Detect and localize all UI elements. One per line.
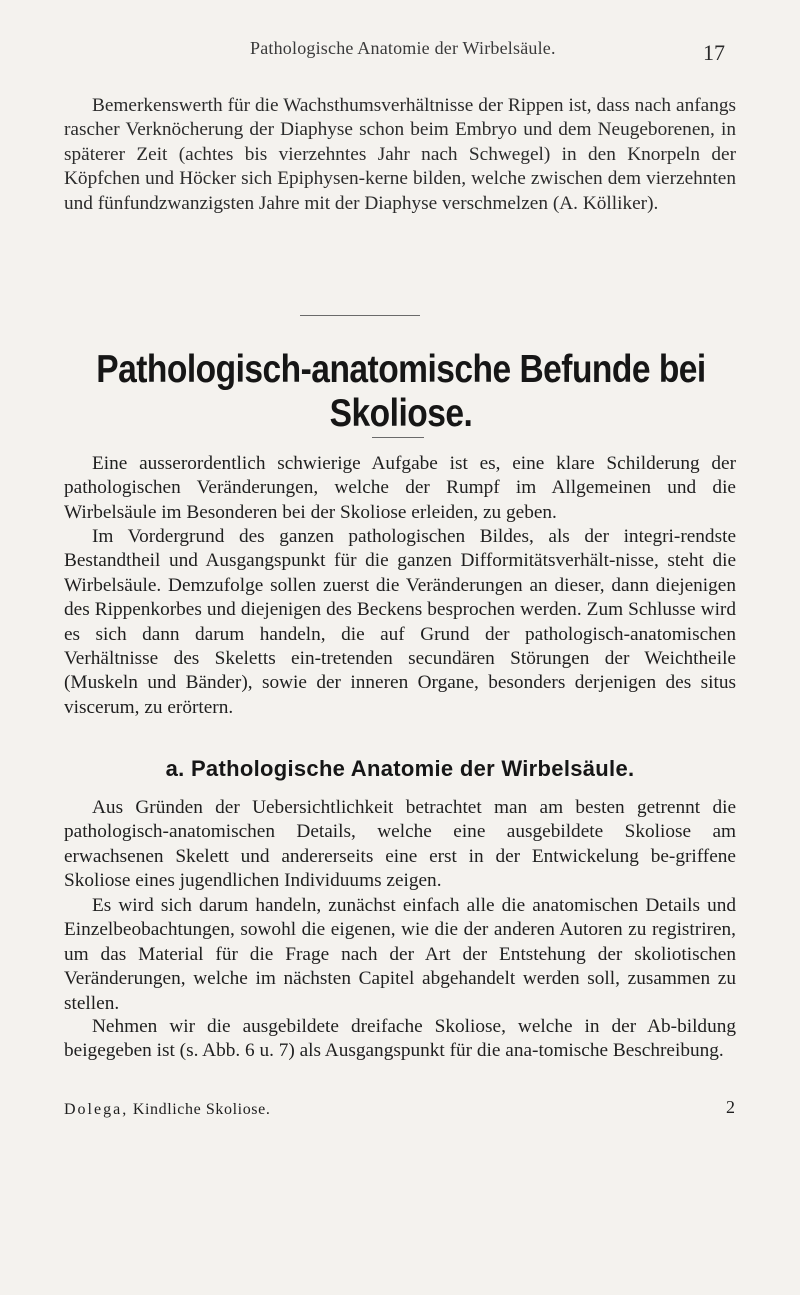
running-title: Pathologische Anatomie der Wirbelsäule. — [250, 38, 556, 58]
signature-mark: 2 — [726, 1097, 735, 1117]
body-paragraph: Nehmen wir die ausgebildete dreifache Skoliose, welche in der Ab-bildung beigegeben ist (s. Abb. 6 u. 7) als Ausgangspunkt für die ana-tomische Beschreibung. — [64, 1016, 736, 1062]
page-footer — [0, 1097, 800, 1125]
running-head — [0, 38, 800, 66]
footer-source — [64, 1101, 270, 1119]
body-paragraph: Aus Gründen der Uebersichtlichkeit betrachtet man am besten getrennt die pathologisch-anatomischen Details, welche eine ausgebildete Skoliose am erwachsenen Skelett und andererseits eine erst in der Entwickelung be-griffene Skoliose eines jugendlichen Individuums zeigen. — [64, 797, 736, 892]
divider-rule — [300, 315, 420, 316]
section-heading: a. Pathologische Anatomie der Wirbelsäule. — [165, 756, 635, 781]
footer-author: Dolega, — [64, 1101, 129, 1118]
intro-paragraph: Bemerkenswerth für die Wachsthumsverhältnisse der Rippen ist, dass nach anfangs rascher Verknöcherung der Diaphyse schon beim Embryo und dem Neugeborenen, in späterer Zeit (achtes bis vierzehntes Jahr nach Schwegel) in den Knorpeln der Köpfchen und Höcker sich Epiphysen-kerne bilden, welche zwischen dem vierzehnten und fünfundzwanzigsten Jahre mit der Diaphyse verschmelzen (A. Kölliker). — [64, 95, 736, 214]
page-number: 17 — [703, 40, 725, 65]
chapter-heading: Pathologisch-anatomische Befunde bei Skoliose. — [96, 348, 706, 435]
heading-underline-rule — [372, 437, 424, 438]
body-paragraph: Eine ausserordentlich schwierige Aufgabe ist es, eine klare Schilderung der pathologischen Veränderungen, welche der Rumpf im Allgemeinen und die Wirbelsäule im Besonderen bei der Skoliose erleiden, zu geben. — [64, 453, 736, 523]
body-paragraph: Im Vordergrund des ganzen pathologischen Bildes, als der integri-rendste Bestandtheil und Ausgangspunkt für die ganzen Difformitätsverhält-nisse, steht die Wirbelsäule. Demzufolge sollen zuerst die Veränderungen an dieser, dann diejenigen des Rippenkorbes und diejenigen des Beckens besprochen werden. Zum Schlusse wird es sich dann darum handeln, die auf Grund der pathologisch-anatomischen Verhältnisse des Skeletts ein-tretenden secundären Störungen der Weichtheile (Muskeln und Bänder), sowie der inneren Organe, besonders derjenigen des situs viscerum, zu erörtern. — [64, 526, 736, 718]
body-paragraph: Es wird sich darum handeln, zunächst einfach alle die anatomischen Details und Einzelbeobachtungen, sowohl die eigenen, wie die der anderen Autoren zu registriren, um das Material für die Frage nach der Art der Entstehung der skoliotischen Veränderungen, welche im nächsten Capitel abgehandelt werden soll, zusammen zu stellen. — [64, 895, 736, 1014]
footer-book-title: Kindliche Skoliose. — [132, 1101, 271, 1118]
